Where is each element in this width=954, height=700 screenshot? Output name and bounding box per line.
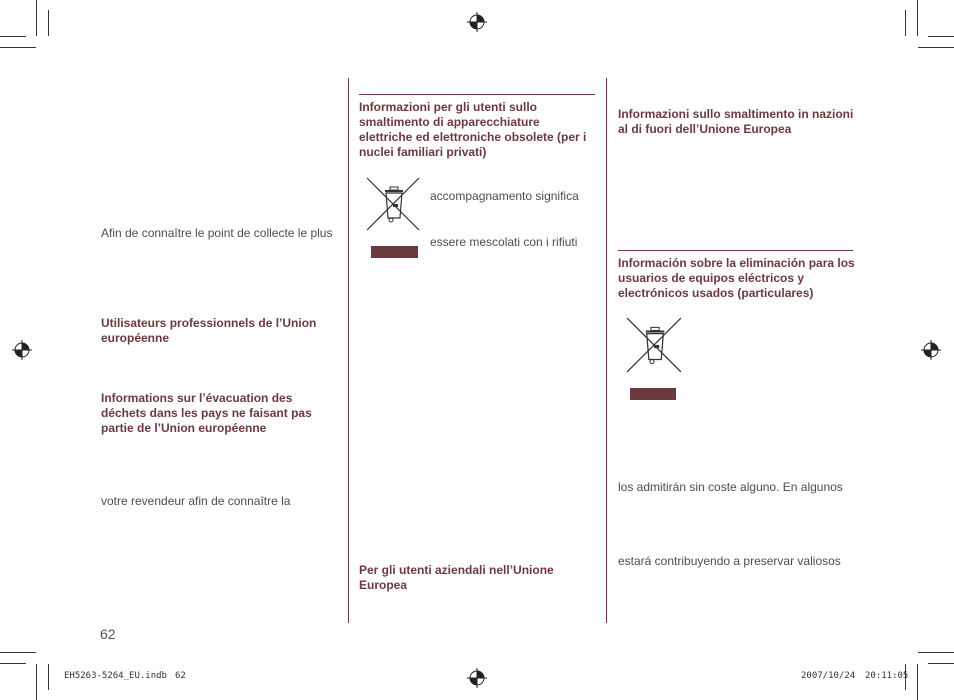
left-line-collect: Afin de connaître le point de collecte le plus <box>101 226 333 240</box>
right-line-admit: los admitirán sin coste alguno. En algunos <box>618 480 843 494</box>
section-rule-right <box>618 250 853 251</box>
heading-outside-eu-fr: Informations sur l’évacuation des déchets dans les pays ne faisant pas partie de l’Union européenne <box>101 391 312 435</box>
weee-bar <box>371 246 418 258</box>
weee-bar <box>630 388 676 400</box>
heading-info-it: Informazioni per gli utenti sullo smaltimento di apparecchiature elettriche ed elettroniche obsolete (per i nuclei familiari privati) <box>359 100 587 159</box>
page-number: 62 <box>100 626 116 642</box>
crossed-out-wheelie-bin-icon <box>625 316 683 374</box>
slug-time: 20:11:05 <box>865 671 909 681</box>
left-line-dealer: votre revendeur afin de connaître la <box>101 494 291 508</box>
middle-line-mixed: essere mescolati con i rifiuti <box>430 235 578 249</box>
crossed-out-wheelie-bin-icon <box>365 176 421 232</box>
right-line-preserve: estará contribuyendo a preservar valiosos <box>618 554 841 568</box>
column-divider-left <box>348 78 349 623</box>
heading-professional-users: Utilisateurs professionnels de l’Union européenne <box>101 316 317 345</box>
registration-target-icon <box>467 668 487 688</box>
registration-target-icon <box>921 340 941 360</box>
heading-business-users-it: Per gli utenti aziendali nell’Unione Europea <box>359 563 554 592</box>
column-divider-right <box>606 78 607 623</box>
heading-outside-eu-it: Informazioni sullo smaltimento in nazioni al di fuori dell’Unione Europea <box>618 107 854 136</box>
section-rule-middle <box>359 94 595 95</box>
registration-target-icon <box>12 340 32 360</box>
slug-file: EH5263-5264_EU.indb <box>64 671 167 681</box>
slug-page: 62 <box>175 671 186 681</box>
slug-date: 2007/10/24 <box>801 671 856 681</box>
registration-target-icon <box>467 12 487 32</box>
heading-info-es: Información sobre la eliminación para los usuarios de equipos eléctricos y electrónicos usados (particulares) <box>618 256 855 300</box>
middle-line-accompany: accompagnamento significa <box>430 189 579 203</box>
